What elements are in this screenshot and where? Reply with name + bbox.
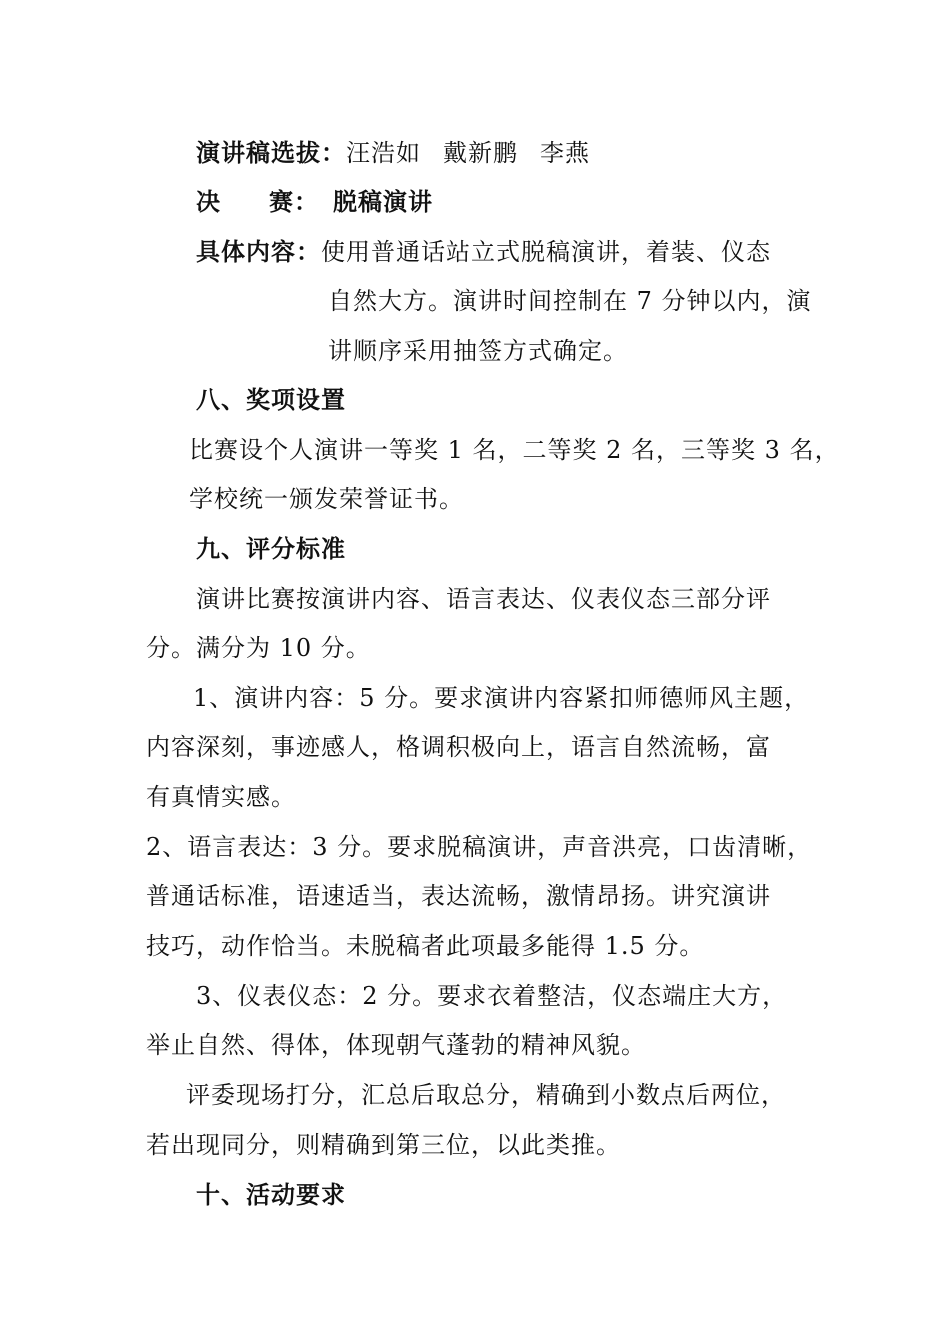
selection-label: 演讲稿选拔： bbox=[196, 138, 346, 167]
final-value: 脱稿演讲 bbox=[333, 187, 433, 216]
selection-name: 李燕 bbox=[540, 139, 590, 167]
paragraph-line: 学校统一颁发荣誉证书。 bbox=[189, 485, 464, 513]
paragraph-line: 普通话标准，语速适当，表达流畅，激情昂扬。讲究演讲 bbox=[146, 882, 771, 910]
paragraph-line: 评委现场打分，汇总后取总分，精确到小数点后两位， bbox=[186, 1081, 786, 1109]
selection-name: 戴新鹏 bbox=[443, 139, 518, 167]
details-label: 具体内容： bbox=[196, 237, 321, 266]
paragraph-line: 3、仪表仪态：2 分。要求衣着整洁，仪态端庄大方， bbox=[196, 982, 788, 1010]
paragraph-line: 分。满分为 10 分。 bbox=[146, 634, 371, 662]
paragraph-line: 举止自然、得体，体现朝气蓬勃的精神风貌。 bbox=[146, 1031, 646, 1059]
paragraph-line: 比赛设个人演讲一等奖 1 名，二等奖 2 名，三等奖 3 名， bbox=[189, 436, 840, 464]
selection-name: 汪浩如 bbox=[346, 139, 421, 167]
selection-line bbox=[196, 138, 590, 168]
paragraph-line: 有真情实感。 bbox=[146, 783, 296, 811]
details-line bbox=[196, 237, 771, 267]
final-label-b: 赛： bbox=[269, 187, 319, 216]
section-heading: 九、评分标准 bbox=[196, 534, 346, 563]
paragraph-line: 1、演讲内容：5 分。要求演讲内容紧扣师德师风主题， bbox=[193, 684, 810, 712]
section-heading: 十、活动要求 bbox=[196, 1180, 346, 1209]
paragraph-line: 演讲比赛按演讲内容、语言表达、仪表仪态三部分评 bbox=[196, 585, 771, 613]
final-label-a: 决 bbox=[196, 187, 221, 216]
paragraph-line: 技巧，动作恰当。未脱稿者此项最多能得 1.5 分。 bbox=[146, 932, 705, 960]
paragraph-line: 若出现同分，则精确到第三位，以此类推。 bbox=[146, 1131, 621, 1159]
details-text: 使用普通话站立式脱稿演讲，着装、仪态 bbox=[321, 238, 771, 266]
paragraph-line: 内容深刻，事迹感人，格调积极向上，语言自然流畅，富 bbox=[146, 733, 771, 761]
paragraph-line: 2、语言表达：3 分。要求脱稿演讲，声音洪亮，口齿清晰， bbox=[146, 833, 813, 861]
section-heading: 八、奖项设置 bbox=[196, 385, 346, 414]
final-line bbox=[196, 187, 433, 217]
details-text: 讲顺序采用抽签方式确定。 bbox=[328, 337, 628, 365]
details-text: 自然大方。演讲时间控制在 7 分钟以内，演 bbox=[328, 287, 812, 315]
